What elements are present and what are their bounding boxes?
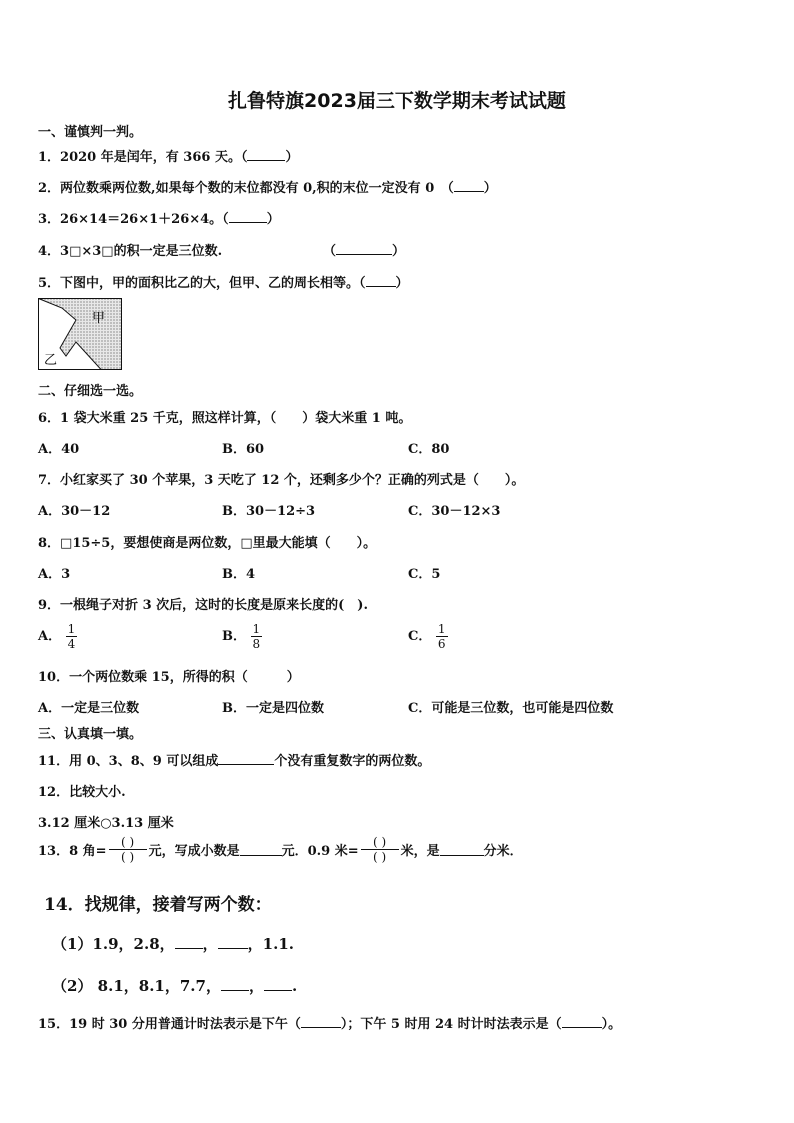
question-13-tail: 分米．	[483, 844, 523, 859]
denominator: 6	[437, 637, 446, 651]
question-15-text: 15．19 时 30 分用普通计时法表示是下午（	[38, 1017, 301, 1032]
option-a[interactable]: A．一定是三位数	[38, 701, 140, 716]
sequence-tail: ，1.1.	[247, 935, 294, 953]
fraction	[66, 622, 78, 651]
answer-blank[interactable]	[264, 978, 292, 991]
question-11	[38, 750, 430, 769]
shape-figure	[38, 298, 122, 370]
question-3	[38, 208, 280, 227]
question-1-text: 1．2020 年是闰年，有 366 天。（	[38, 150, 248, 165]
option-c[interactable]	[408, 622, 448, 651]
question-9: 9．一根绳子对折 3 次后，这时的长度是原来长度的( ).	[38, 598, 368, 613]
answer-blank[interactable]	[175, 936, 203, 949]
option-c[interactable]: C．80	[408, 442, 450, 457]
answer-blank[interactable]	[562, 1015, 602, 1028]
option-b[interactable]	[222, 622, 262, 651]
shape-diagram	[38, 298, 122, 370]
option-a[interactable]: A．30－12	[38, 504, 111, 519]
option-letter: B．	[222, 629, 246, 644]
option-b[interactable]: B．一定是四位数	[222, 701, 324, 716]
question-7: 7．小红家买了 30 个苹果，3 天吃了 12 个，还剩多少个？正确的列式是（ ）。	[38, 473, 525, 488]
question-13-mid: 元，写成小数是	[148, 844, 240, 859]
paren-close: ）	[266, 212, 280, 227]
denominator: ( )	[120, 850, 135, 864]
question-15	[38, 1013, 621, 1032]
sequence-tail: .	[291, 977, 298, 995]
numerator: 1	[252, 622, 261, 636]
option-b[interactable]: B．30－12÷3	[222, 504, 316, 519]
question-3-text: 3．26×14＝26×1＋26×4。（	[38, 212, 229, 227]
answer-blank[interactable]	[218, 752, 274, 765]
answer-blank[interactable]	[221, 978, 249, 991]
sequence-text: （2） 8.1，8.1，7.7，	[52, 977, 221, 995]
separator: ，	[248, 977, 264, 995]
paren-close: ）	[395, 276, 409, 291]
question-6: 6．1 袋大米重 25 千克，照这样计算，（ ）袋大米重 1 吨。	[38, 411, 412, 426]
answer-blank[interactable]	[247, 148, 285, 161]
question-2	[38, 177, 497, 196]
option-c[interactable]: C．可能是三位数，也可能是四位数	[408, 701, 614, 716]
answer-blank[interactable]	[229, 210, 267, 223]
option-a[interactable]: A．40	[38, 442, 80, 457]
paren-close: ）	[285, 150, 299, 165]
fraction	[251, 622, 263, 651]
answer-blank[interactable]	[454, 179, 484, 192]
option-b[interactable]: B．60	[222, 442, 265, 457]
option-a[interactable]: A．3	[38, 567, 71, 582]
option-letter: C．	[408, 629, 432, 644]
question-11-tail: 个没有重复数字的两位数。	[274, 754, 431, 769]
paren-close: ）	[392, 244, 406, 259]
section-heading-2: 二、仔细选一选。	[38, 384, 143, 399]
section-heading-1: 一、谨慎判一判。	[38, 125, 143, 140]
question-15-mid: ）；下午 5 时用 24 时计时法表示是（	[340, 1017, 562, 1032]
question-5	[38, 272, 409, 291]
separator: ，	[202, 935, 218, 953]
option-c[interactable]: C．5	[408, 567, 441, 582]
numerator: 1	[437, 622, 446, 636]
option-b[interactable]: B．4	[222, 567, 256, 582]
answer-blank[interactable]	[336, 242, 392, 255]
numerator: ( )	[361, 835, 399, 850]
question-1	[38, 146, 298, 165]
question-13-text: 13．8 角=	[38, 844, 107, 859]
question-14-line-1	[52, 933, 294, 954]
question-5-text: 5．下图中，甲的面积比乙的大，但甲、乙的周长相等。（	[38, 276, 366, 291]
denominator: ( )	[373, 850, 387, 864]
question-2-text: 2．两位数乘两位数,如果每个数的末位都没有 0,积的末位一定没有 0 （	[38, 181, 454, 196]
paren-close: ）	[483, 181, 497, 196]
question-10: 10．一个两位数乘 15，所得的积（ ）	[38, 670, 300, 685]
question-15-tail: ）。	[601, 1017, 622, 1032]
answer-blank[interactable]	[218, 936, 248, 949]
answer-blank[interactable]	[366, 274, 396, 287]
page-title: 扎鲁特旗2023届三下数学期末考试试题	[228, 90, 566, 112]
fraction-blank[interactable]	[109, 835, 147, 864]
numerator: ( )	[109, 835, 147, 850]
option-letter: A．	[38, 629, 62, 644]
numerator: 1	[67, 622, 76, 636]
option-a[interactable]	[38, 622, 77, 651]
answer-blank[interactable]	[440, 843, 484, 856]
paren-open: （	[323, 244, 337, 259]
answer-blank[interactable]	[301, 1015, 341, 1028]
question-13-mid: 米，是	[400, 844, 440, 859]
question-11-text: 11．用 0、3、8、9 可以组成	[38, 754, 219, 769]
question-12-compare: 3.12 厘米○3.13 厘米	[38, 816, 174, 831]
answer-blank[interactable]	[240, 843, 282, 856]
fraction-blank[interactable]	[361, 835, 399, 864]
question-13-mid: 元．0.9 米=	[281, 844, 359, 859]
question-8: 8．□15÷5，要想使商是两位数，□里最大能填（ ）。	[38, 536, 377, 551]
question-4	[38, 240, 222, 259]
question-4-answer	[323, 240, 405, 259]
sequence-text: （1）1.9，2.8，	[52, 935, 175, 953]
label-yi: 乙	[44, 353, 58, 368]
denominator: 4	[67, 637, 76, 651]
question-13	[38, 835, 523, 864]
question-14-line-2	[52, 975, 297, 996]
label-jia: 甲	[92, 311, 106, 326]
denominator: 8	[252, 637, 261, 651]
question-12: 12．比较大小.	[38, 785, 126, 800]
option-c[interactable]: C．30－12×3	[408, 504, 501, 519]
question-14: 14．找规律，接着写两个数：	[44, 895, 272, 915]
section-heading-3: 三、认真填一填。	[38, 727, 143, 742]
question-4-text: 4．3□×3□的积一定是三位数.	[38, 244, 223, 259]
fraction	[436, 622, 448, 651]
